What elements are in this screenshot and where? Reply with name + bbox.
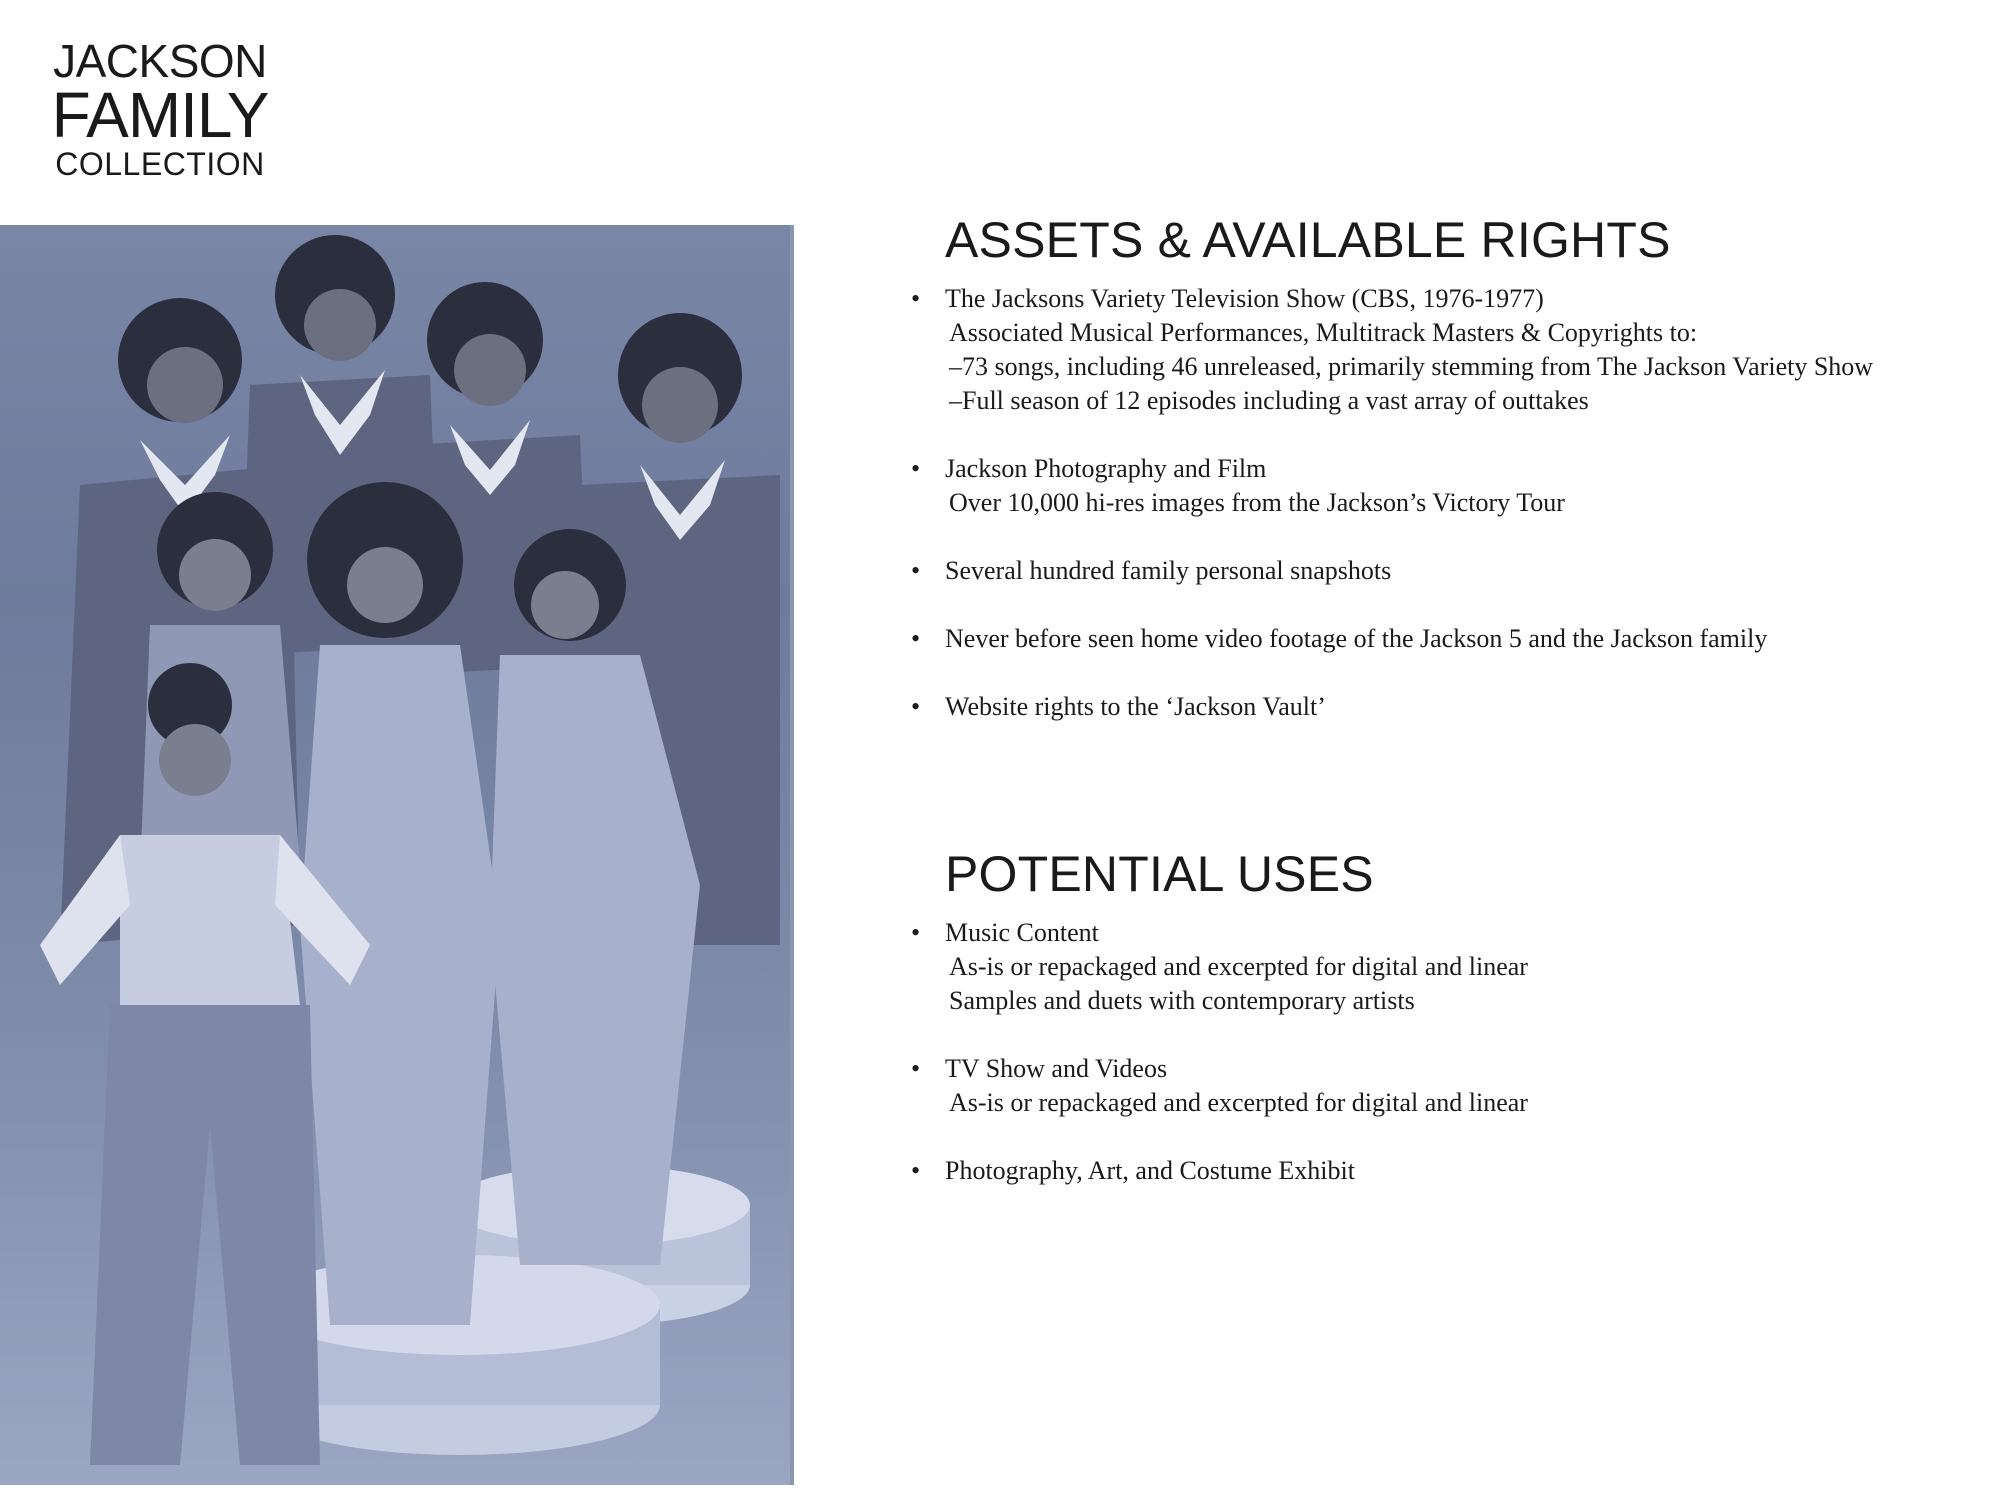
bullet: • (911, 624, 921, 653)
uses-list (905, 916, 1985, 1188)
logo (40, 36, 280, 184)
content-column (905, 210, 1985, 1222)
assets-list (905, 282, 1985, 724)
uses-item (905, 1154, 1985, 1188)
uses-item (905, 1052, 1985, 1120)
bullet: • (911, 1054, 921, 1083)
family-photo (0, 225, 794, 1485)
logo-line-collection: COLLECTION (55, 146, 265, 182)
assets-item-line: –Full season of 12 episodes including a vast array of outtakes (949, 386, 1589, 415)
uses-item-title: Photography, Art, and Costume Exhibit (945, 1156, 1355, 1185)
logo-line-family: FAMILY (51, 79, 269, 151)
assets-item-line: Associated Musical Performances, Multitrack Masters & Copyrights to: (949, 318, 1698, 347)
assets-item-title: The Jacksons Variety Television Show (CBS, 1976-1977) (945, 284, 1544, 313)
assets-item-title: Never before seen home video footage of the Jackson 5 and the Jackson family (945, 624, 1768, 653)
assets-item (905, 452, 1985, 520)
uses-item (905, 916, 1985, 1018)
bullet: • (911, 284, 921, 313)
uses-item-title: TV Show and Videos (945, 1054, 1168, 1083)
bullet: • (911, 454, 921, 483)
uses-item-title: Music Content (945, 918, 1099, 947)
assets-item-title: Jackson Photography and Film (945, 454, 1267, 483)
assets-item (905, 282, 1985, 418)
logo-line-jackson: JACKSON (53, 35, 267, 87)
assets-item (905, 622, 1985, 656)
bullet: • (911, 918, 921, 947)
bullet: • (911, 1156, 921, 1185)
assets-heading: ASSETS & AVAILABLE RIGHTS (945, 212, 1671, 268)
assets-item (905, 554, 1985, 588)
uses-heading: POTENTIAL USES (945, 846, 1374, 902)
bullet: • (911, 692, 921, 721)
bullet: • (911, 556, 921, 585)
assets-item (905, 690, 1985, 724)
assets-item-title: Several hundred family personal snapshots (945, 556, 1392, 585)
family-photo-illustration (0, 225, 790, 1485)
uses-item-line: As-is or repackaged and excerpted for digital and linear (949, 1088, 1528, 1117)
uses-item-line: As-is or repackaged and excerpted for digital and linear (949, 952, 1528, 981)
assets-item-title: Website rights to the ‘Jackson Vault’ (945, 692, 1326, 721)
uses-item-line: Samples and duets with contemporary artists (949, 986, 1415, 1015)
assets-item-line: Over 10,000 hi-res images from the Jackson’s Victory Tour (949, 488, 1565, 517)
assets-item-line: –73 songs, including 46 unreleased, primarily stemming from The Jackson Variety Show (949, 352, 1874, 381)
